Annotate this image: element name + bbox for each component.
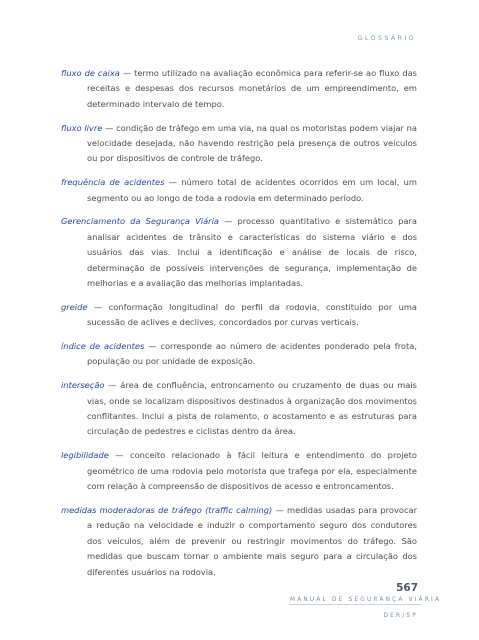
- glossary-definition: — condição de tráfego em uma via, na qual os motoristas podem viajar na velocidade desejada, não havendo restrição pela presença de outros veículos ou por dispositivos de controle de tráfego.: [87, 122, 417, 164]
- glossary-definition: — área de confluência, entroncamento ou cruzamento de duas ou mais vias, onde se localizam dispositivos destinados à organização dos movimentos conflitantes. Inclui a pista de rolamento, o acostamento e as estruturas para circulação de pedestres e ciclistas dentro da área.: [87, 380, 417, 437]
- glossary-definition: — conceito relacionado à fácil leitura e entendimento do projeto geométrico de uma rodovia pelo motorista que trafega por ela, especialmente com relação à compreensão de dispositivos de acesso e entroncamentos.: [87, 450, 417, 492]
- section-header: GLOSSÁRIO: [357, 35, 416, 42]
- glossary-entry: [61, 121, 417, 167]
- manual-title: MANUAL DE SEGURANÇA VIÁRIA: [290, 597, 442, 603]
- glossary-term: índice de acidentes: [61, 341, 145, 352]
- glossary-term: frequência de acidentes: [61, 177, 165, 188]
- glossary-entry: [61, 175, 417, 206]
- glossary-term: greide: [61, 301, 88, 312]
- glossary-definition: — processo quantitativo e sistemático para analisar acidentes de trânsito e características do sistema viário e dos usuários das vias. Inclui a identificação e análise de locais de risco, determinação de possíveis intervenções de segurança, implementação de melhorias e a avaliação das melhorias implantadas.: [87, 216, 417, 289]
- glossary-definition: — medidas usadas para provocar a redução na velocidade e induzir o comportamento seguro dos condutores dos veículos, além de prevenir ou restringir movimentos do tráfego. São medidas que buscam tornar o ambiente mais seguro para a circulação dos diferentes usuários na rodovia.: [87, 504, 418, 577]
- glossary-definition: — termo utilizado na avaliação econômica para referir-se ao fluxo das receitas e despesas dos recursos monetários de um empreendimento, em determinado intervalo de tempo.: [87, 68, 417, 109]
- glossary-term: Gerenciamento da Segurança Viária: [61, 216, 219, 227]
- glossary-definition: — corresponde ao número de acidentes ponderado pela frota, população ou por unidade de exposição.: [87, 341, 417, 367]
- glossary-term: fluxo de caixa: [61, 68, 120, 78]
- glossary-entry: [61, 214, 417, 291]
- glossary-entry: [61, 339, 417, 370]
- glossary-entry: [61, 378, 417, 440]
- glossary-term: interseção: [61, 380, 105, 391]
- page-number: 567: [396, 582, 418, 594]
- publisher-name: DER/SP: [383, 613, 418, 619]
- glossary-list: [61, 66, 417, 588]
- glossary-term: legibilidade: [61, 450, 109, 461]
- glossary-definition: — número total de acidentes ocorridos em um local, um segmento ou ao longo de toda a rodovia em determinado período.: [87, 177, 417, 203]
- glossary-entry: [61, 66, 417, 112]
- glossary-term: fluxo livre: [61, 122, 103, 133]
- glossary-entry: [61, 448, 417, 494]
- footer-divider: [289, 604, 421, 605]
- glossary-term: medidas moderadoras de tráfego (traffic calming): [61, 504, 273, 515]
- glossary-entry: [61, 503, 417, 580]
- glossary-definition: — conformação longitudinal do perfil da rodovia, constituído por uma sucessão de aclives e declives, concordados por curvas verticais.: [87, 301, 417, 328]
- glossary-entry: [61, 300, 417, 331]
